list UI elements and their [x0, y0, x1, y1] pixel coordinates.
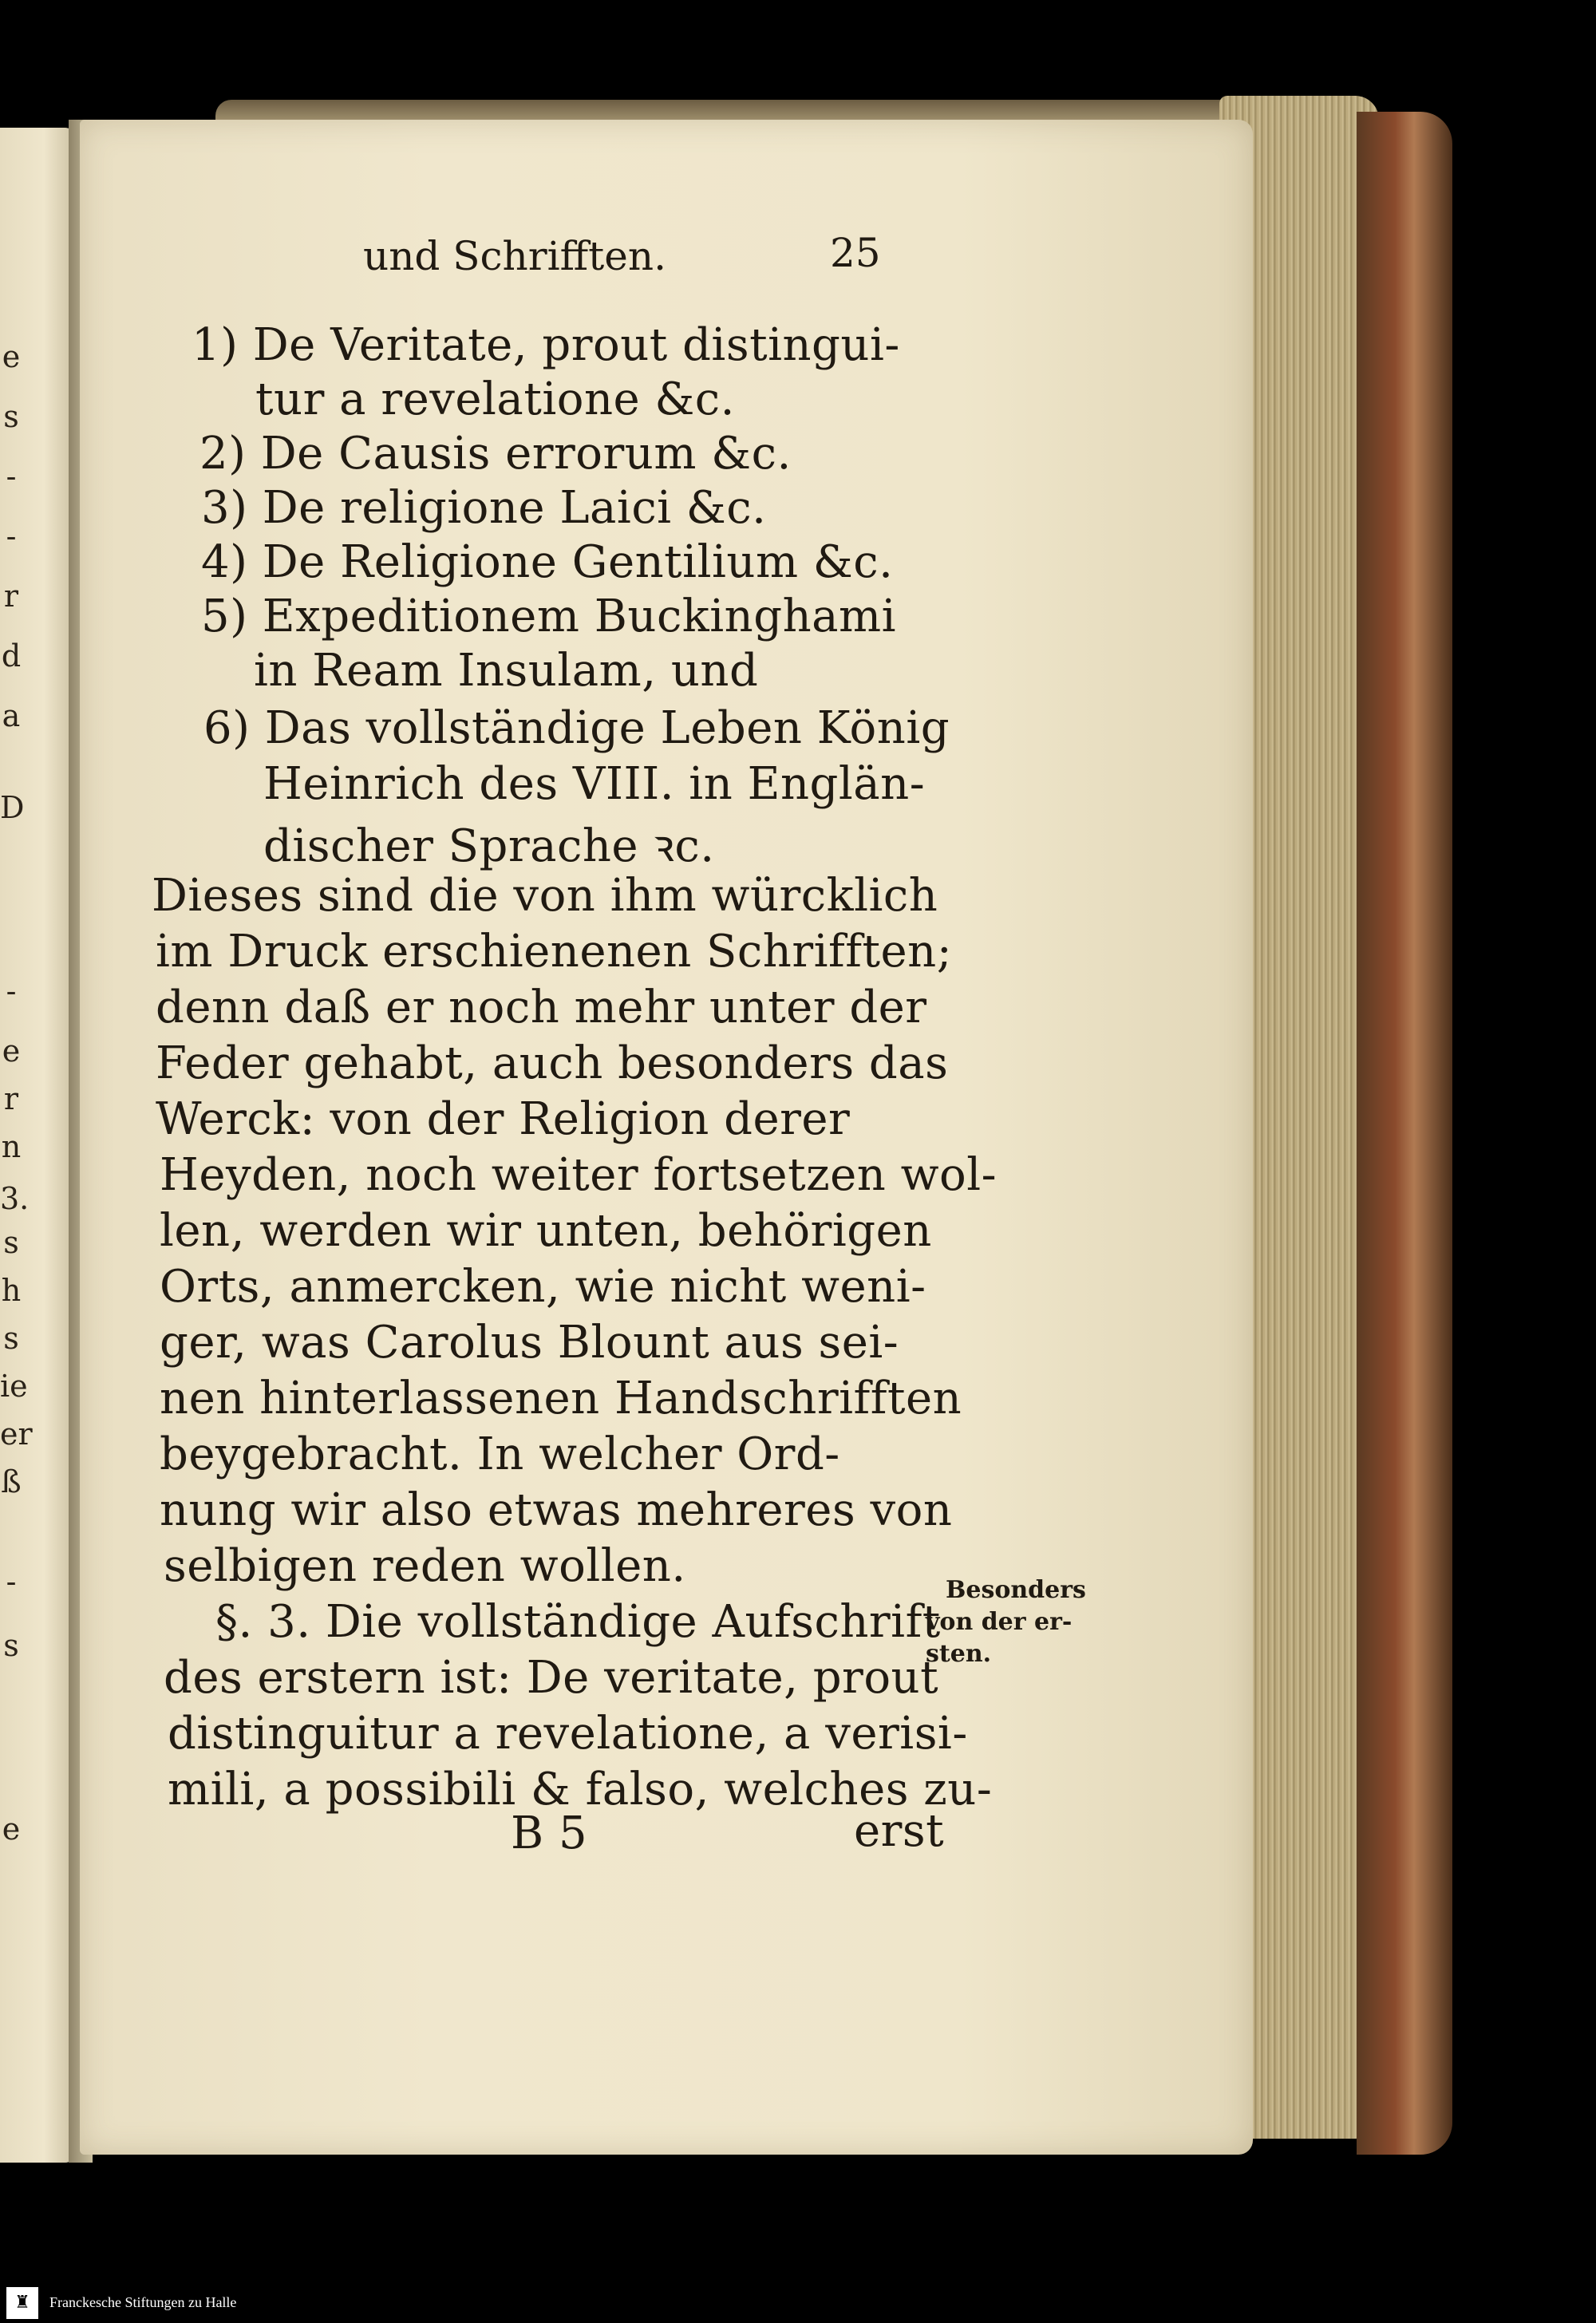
text-line: 2) De Causis errorum &c.: [200, 428, 792, 480]
text-line: mili, a possibili & falso, welches zu-: [168, 1764, 993, 1815]
left-page-glyph: 3.: [0, 1181, 30, 1216]
text-line: §. 3. Die vollständige Aufschrift: [215, 1596, 941, 1648]
text-line: Heyden, noch weiter fortsetzen wol-: [160, 1149, 998, 1201]
text-line: 4) De Religione Gentilium &c.: [201, 536, 894, 588]
left-page-glyph: a: [2, 698, 21, 733]
left-page-glyph: -: [6, 1564, 17, 1599]
text-line: tur a revelatione &c.: [255, 373, 735, 425]
text-line: distinguitur a revelatione, a verisi-: [168, 1708, 968, 1760]
text-line: Dieses sind die von ihm würcklich: [152, 870, 938, 922]
margin-note-line: Besonders: [946, 1576, 1086, 1604]
left-page: [0, 128, 73, 2163]
left-page-glyph: D: [0, 790, 25, 825]
text-line: Feder gehabt, auch besonders das: [156, 1037, 949, 1089]
book-cover-edge: [1357, 112, 1452, 2155]
text-line: Werck: von der Religion derer: [156, 1093, 851, 1145]
left-page-glyph: e: [2, 1033, 21, 1069]
left-page-glyph: s: [3, 1225, 19, 1260]
institution-logo-icon: ♜: [6, 2287, 38, 2319]
left-page-glyph: s: [3, 1321, 19, 1356]
text-line: Orts, anmercken, wie nicht weni-: [160, 1261, 926, 1313]
left-page-glyph: -: [6, 519, 17, 554]
left-page-glyph: r: [3, 579, 19, 614]
text-line: 1) De Veritate, prout distingui-: [192, 319, 900, 371]
text-line: beygebracht. In welcher Ord-: [160, 1428, 840, 1480]
text-line: len, werden wir unten, behörigen: [160, 1205, 932, 1257]
text-line: des erstern ist: De veritate, prout: [164, 1652, 939, 1704]
running-head: und Schrifften.: [363, 233, 666, 279]
left-page-glyph: e: [2, 1811, 21, 1847]
text-line: 3) De religione Laici &c.: [201, 482, 767, 534]
text-line: im Druck erschienenen Schrifften;: [156, 926, 953, 978]
margin-note-line: sten.: [926, 1640, 992, 1668]
text-line: discher Sprache ꝛc.: [263, 820, 715, 872]
margin-note-line: von der er-: [926, 1608, 1073, 1636]
left-page-glyph: h: [1, 1273, 22, 1308]
footer-bar: [0, 2282, 1596, 2323]
left-page-glyph: n: [1, 1129, 22, 1164]
text-line: 6) Das vollständige Leben König: [203, 702, 950, 754]
left-page-glyph: e: [2, 339, 21, 374]
text-line: in Ream Insulam, und: [254, 645, 759, 697]
left-page-glyph: s: [3, 399, 19, 434]
left-page-glyph: er: [0, 1416, 33, 1452]
text-line: 5) Expeditionem Buckinghami: [201, 591, 897, 642]
left-page-glyph: r: [3, 1081, 19, 1116]
left-page-glyph: ie: [0, 1369, 28, 1404]
left-page-glyph: -: [6, 974, 17, 1009]
left-page-glyph: s: [3, 1628, 19, 1663]
footer-institution: Franckesche Stiftungen zu Halle: [49, 2294, 237, 2310]
signature-mark: B 5: [511, 1807, 588, 1859]
left-page-glyph: ß: [1, 1464, 22, 1499]
text-line: nen hinterlassenen Handschrifften: [160, 1373, 962, 1424]
text-line: nung wir also etwas mehreres von: [160, 1484, 953, 1536]
left-page-glyph: -: [6, 459, 17, 494]
text-line: denn daß er noch mehr unter der: [156, 982, 927, 1033]
page-number: 25: [830, 230, 881, 276]
text-line: ger, was Carolus Blount aus sei-: [160, 1317, 899, 1369]
catchword: erst: [854, 1805, 945, 1857]
left-page-glyph: d: [1, 638, 22, 674]
text-line: Heinrich des VIII. in Englän-: [263, 758, 926, 810]
text-line: selbigen reden wollen.: [164, 1540, 686, 1592]
